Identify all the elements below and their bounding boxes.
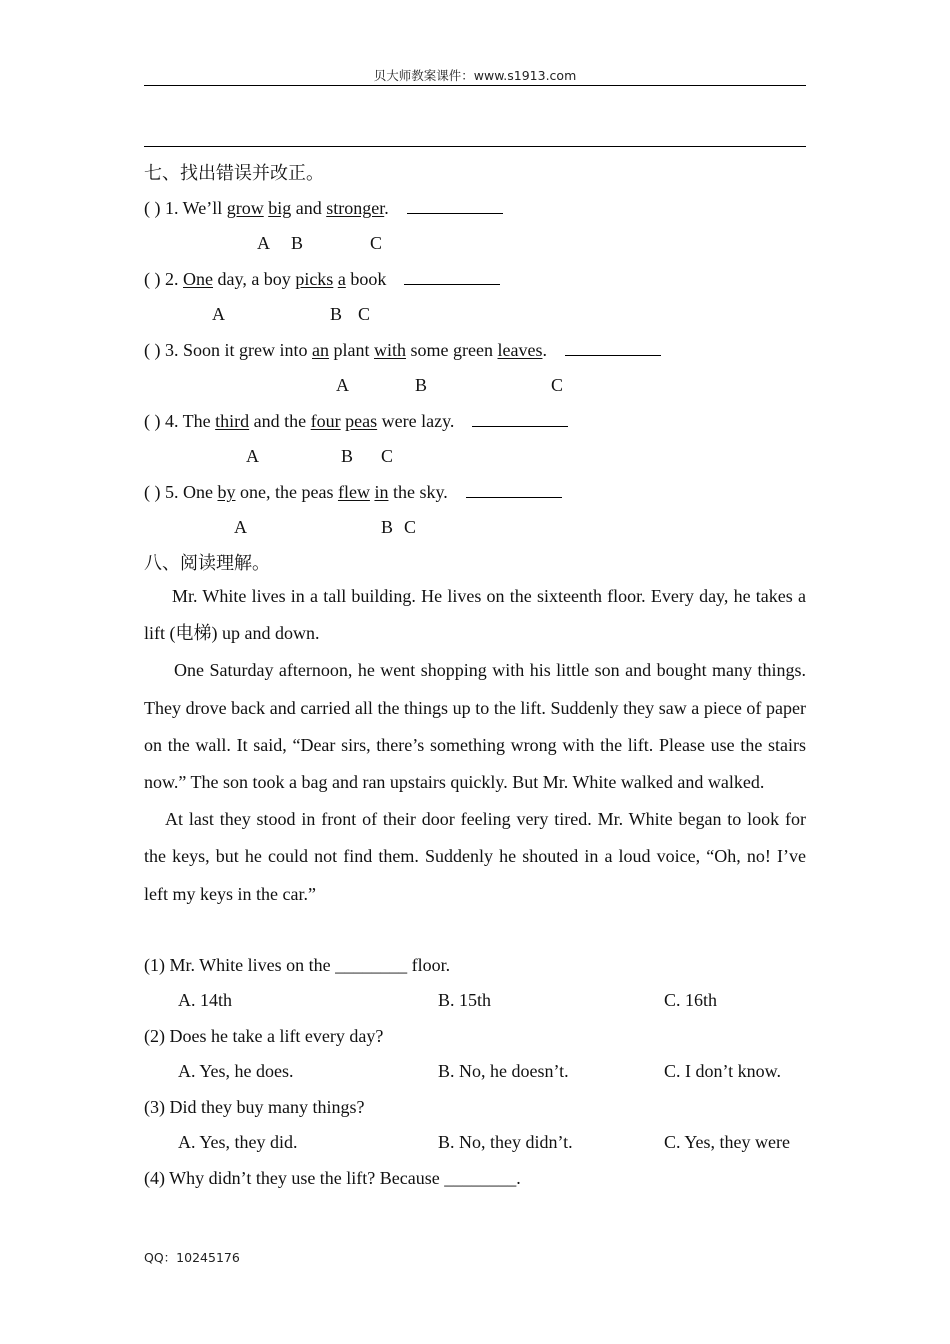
option-label-b: B — [291, 233, 304, 253]
option-label-c: C — [551, 375, 564, 395]
option-label-a: A — [257, 233, 270, 253]
header-rule — [144, 85, 806, 86]
option-label-c: C — [358, 304, 371, 324]
answer-blank[interactable] — [407, 198, 503, 214]
option-label-b: B — [415, 375, 428, 395]
question-3: (3) Did they buy many things? — [144, 1097, 365, 1117]
reading-passage — [144, 578, 806, 913]
question-3-option-c[interactable]: C. Yes, they were — [664, 1132, 790, 1152]
question-3-option-a[interactable]: A. Yes, they did. — [178, 1132, 298, 1152]
option-label-c: C — [370, 233, 383, 253]
question-2: (2) Does he take a lift every day? — [144, 1026, 384, 1046]
error-item-2: ( ) 2. One day, a boy picks a book — [144, 268, 500, 290]
section-8-title: 八、阅读理解。 — [144, 553, 270, 573]
option-label-a: A — [212, 304, 225, 324]
question-1-option-c[interactable]: C. 16th — [664, 990, 718, 1010]
option-label-b: B — [381, 517, 394, 537]
answer-line — [144, 146, 806, 147]
answer-blank[interactable] — [466, 482, 562, 498]
question-2-option-a[interactable]: A. Yes, he does. — [178, 1061, 294, 1081]
page-header: 贝大师教案课件：www.s1913.com — [373, 68, 577, 83]
question-1: (1) Mr. White lives on the ________ floor. — [144, 955, 451, 975]
error-item-4: ( ) 4. The third and the four peas were lazy. — [144, 410, 568, 432]
question-1-option-b[interactable]: B. 15th — [438, 990, 492, 1010]
option-label-a: A — [336, 375, 349, 395]
question-3-option-b[interactable]: B. No, they didn’t. — [438, 1132, 573, 1152]
option-label-c: C — [381, 446, 394, 466]
passage-paragraph-1: Mr. White lives in a tall building. He lives on the sixteenth floor. Every day, he takes a lift (电梯) up and down. — [144, 586, 806, 644]
passage-paragraph-2: One Saturday afternoon, he went shopping with his little son and bought many things. They drove back and carried all the things up to the lift. Suddenly they saw a piece of paper on the wall. It said, “Dear sirs, there’s something wrong with the lift. Please use the stairs now.” The son took a bag and ran upstairs quickly. But Mr. White walked and walked. — [144, 660, 806, 793]
option-label-b: B — [341, 446, 354, 466]
question-2-option-c[interactable]: C. I don’t know. — [664, 1061, 781, 1081]
option-label-a: A — [234, 517, 247, 537]
passage-paragraph-3: At last they stood in front of their door feeling very tired. Mr. White began to look for the keys, but he could not find them. Suddenly he shouted in a loud voice, “Oh, no! I’ve left my keys in the car.” — [144, 809, 806, 904]
option-label-c: C — [404, 517, 417, 537]
question-1-option-a[interactable]: A. 14th — [178, 990, 232, 1010]
question-4: (4) Why didn’t they use the lift? Because ________. — [144, 1168, 521, 1188]
error-item-3: ( ) 3. Soon it grew into an plant with some green leaves. — [144, 339, 661, 361]
answer-blank[interactable] — [404, 269, 500, 285]
error-item-1: ( ) 1. We’ll grow big and stronger. — [144, 197, 503, 219]
answer-blank[interactable] — [565, 340, 661, 356]
option-label-b: B — [330, 304, 343, 324]
question-2-option-b[interactable]: B. No, he doesn’t. — [438, 1061, 569, 1081]
section-7-title: 七、找出错误并改正。 — [144, 163, 324, 183]
error-item-5: ( ) 5. One by one, the peas flew in the sky. — [144, 481, 562, 503]
answer-blank[interactable] — [472, 411, 568, 427]
page-footer: QQ：10245176 — [144, 1250, 240, 1265]
option-label-a: A — [246, 446, 259, 466]
